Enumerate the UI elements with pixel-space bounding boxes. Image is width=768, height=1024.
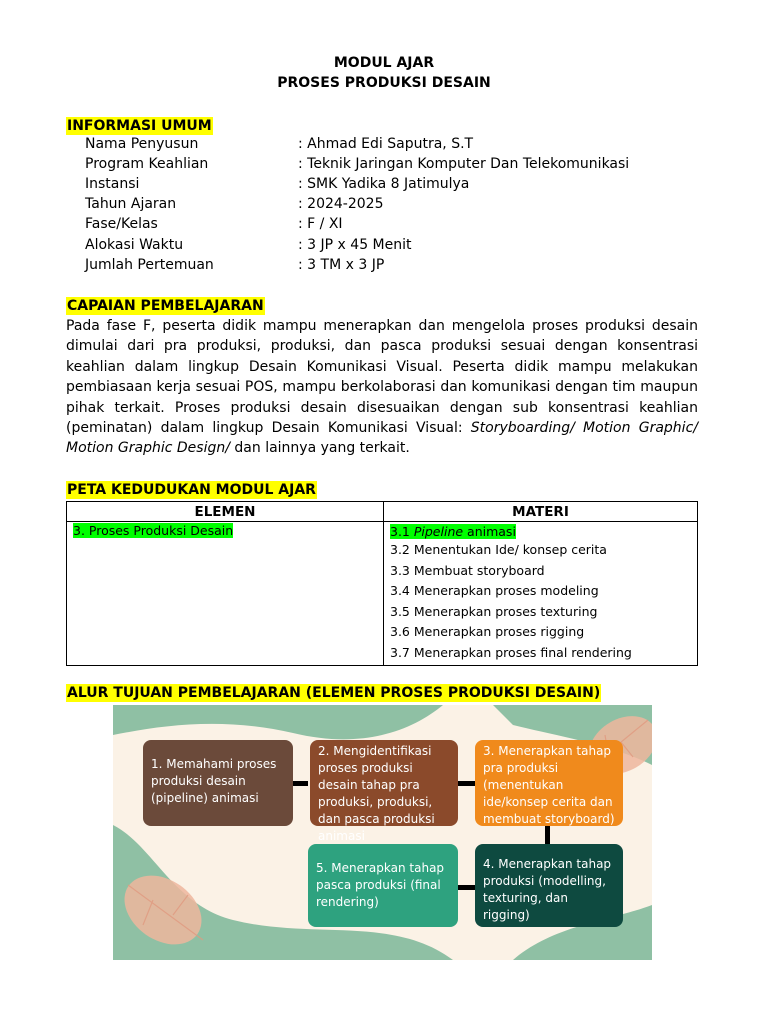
materi-item: 3.5 Menerapkan proses texturing [390, 603, 598, 619]
info-label: Jumlah Pertemuan [85, 257, 214, 273]
materi-item: 3.3 Membuat storyboard [390, 562, 545, 578]
peta-table [66, 501, 698, 666]
materi-item-highlight [390, 524, 516, 539]
table-header-row [67, 502, 698, 522]
connector-line [458, 781, 475, 786]
connector-line [545, 826, 550, 844]
materi-item: 3.2 Menentukan Ide/ konsep cerita [390, 542, 607, 557]
info-row-tahun [85, 194, 383, 214]
section-heading-informasi: INFORMASI UMUM [67, 118, 212, 134]
document-subtitle: PROSES PRODUKSI DESAIN [277, 75, 491, 91]
info-label: Program Keahlian [85, 156, 209, 172]
materi-rest: animasi [463, 524, 516, 539]
info-value: : SMK Yadika 8 Jatimulya [298, 176, 470, 192]
materi-item: 3.6 Menerapkan proses rigging [390, 624, 585, 639]
section-heading-alur: ALUR TUJUAN PEMBELAJARAN (ELEMEN PROSES PRODUKSI DESAIN) [67, 685, 601, 701]
materi-item: 3.7 Menerapkan proses final rendering [390, 644, 632, 660]
info-value: : 3 TM x 3 JP [298, 257, 385, 273]
flow-step-5: 5. Menerapkan tahap pasca produksi (final rendering) [308, 844, 458, 927]
flow-step-4: 4. Menerapkan tahap produksi (modelling, texturing, dan rigging) [475, 844, 623, 927]
capaian-text: Pada fase F, peserta didik mampu menerapkan dan mengelola proses produksi desain dimulai dari pra produksi, produksi, dan pasca produksi sesuai dengan konsentrasi keahlian dalam lingkup Desain Komunikasi Visual. Peserta didik mampu melakukan pembiasaan kerja sesuai POS, mampu berkolaborasi dan komunikasi dengan tim maupun pihak terkait. Proses produksi desain disesuaikan dengan sub konsentrasi keahlian (peminatan) dalam lingkup Desain Komunikasi Visual: [66, 318, 698, 437]
capaian-text-end: dan lainnya yang terkait. [229, 440, 410, 457]
info-label: Instansi [85, 176, 140, 192]
info-row-alokasi [85, 235, 412, 255]
info-row-pertemuan [85, 255, 384, 275]
info-value: : Teknik Jaringan Komputer Dan Telekomunikasi [298, 156, 630, 172]
capaian-italic-text: Storyboarding/ Motion Graphic/ Motion Graphic Design/ [66, 420, 698, 457]
info-label: Tahun Ajaran [85, 196, 177, 212]
info-row-program [85, 154, 629, 174]
materi-italic: Pipeline [413, 524, 464, 539]
column-header-elemen: ELEMEN [67, 502, 384, 522]
green-wave-shape [113, 705, 443, 739]
connector-line [293, 781, 308, 786]
section-heading-capaian: CAPAIAN PEMBELAJARAN [67, 298, 264, 314]
materi-item [390, 523, 691, 540]
elemen-cell [67, 522, 384, 666]
document-title: MODUL AJAR [333, 55, 435, 71]
info-label: Fase/Kelas [85, 216, 158, 232]
info-value: : Ahmad Edi Saputra, S.T [298, 136, 474, 152]
info-row-nama [85, 134, 473, 154]
materi-cell [384, 522, 698, 666]
connector-line [458, 885, 475, 890]
info-value: : 2024-2025 [298, 196, 384, 212]
column-header-materi: MATERI [384, 502, 698, 522]
info-value: : F / XI [298, 216, 343, 232]
section-heading-peta: PETA KEDUDUKAN MODUL AJAR [67, 482, 316, 498]
flow-diagram [113, 705, 652, 960]
materi-number: 3.1 [390, 524, 414, 539]
info-row-instansi [85, 174, 469, 194]
info-label: Nama Penyusun [85, 136, 199, 152]
elemen-text: 3. Proses Produksi Desain [73, 523, 234, 538]
materi-item: 3.4 Menerapkan proses modeling [390, 583, 599, 598]
info-label: Alokasi Waktu [85, 237, 184, 253]
capaian-paragraph [66, 316, 698, 459]
flow-step-3: 3. Menerapkan tahap pra produksi (menentukan ide/konsep cerita dan membuat storyboard) [475, 740, 623, 826]
table-row [67, 522, 698, 666]
flow-step-2: 2. Mengidentifikasi proses produksi desain tahap pra produksi, produksi, dan pasca produksi animasi [310, 740, 458, 826]
flow-step-1: 1. Memahami proses produksi desain (pipeline) animasi [143, 740, 293, 826]
info-value: : 3 JP x 45 Menit [298, 237, 412, 253]
info-row-fase [85, 214, 343, 234]
